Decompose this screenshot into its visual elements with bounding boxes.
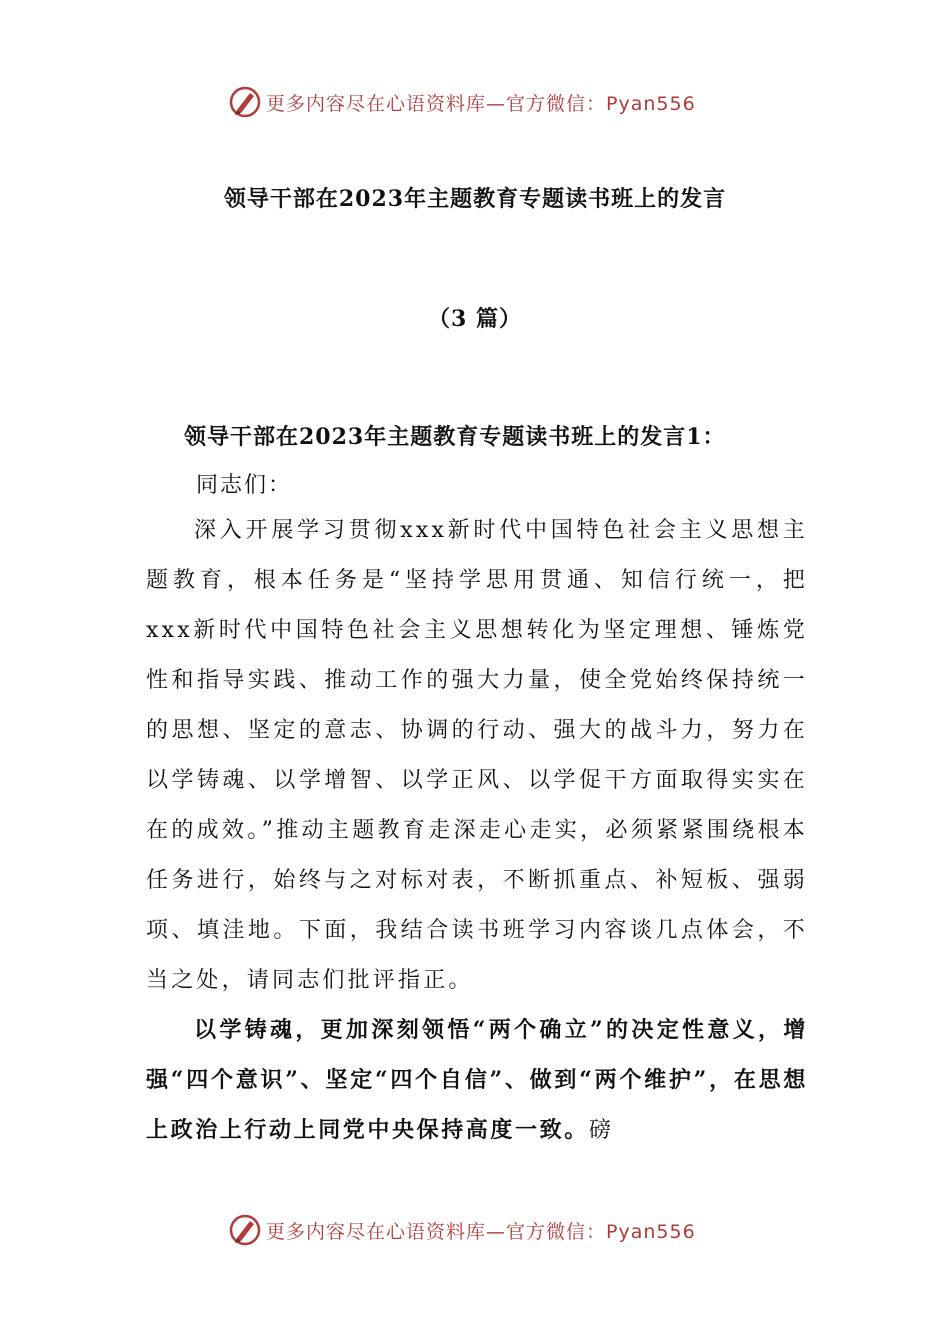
document-title: 领导干部在2023年主题教育专题读书班上的发言 xyxy=(223,186,727,212)
footer-banner xyxy=(228,1210,696,1250)
header-banner xyxy=(228,82,696,122)
paragraph-2 xyxy=(146,1005,808,1156)
pen-logo-icon xyxy=(228,1213,262,1247)
banner-text: 更多内容尽在心语资料库 xyxy=(266,1220,487,1243)
section-heading: 领导干部在2023年主题教育专题读书班上的发言1： xyxy=(184,424,726,450)
paragraph-2-tail: 磅 xyxy=(588,1118,614,1143)
greeting: 同志们： xyxy=(196,473,293,498)
paragraph-1: 深入开展学习贯彻xxx新时代中国特色社会主义思想主题教育，根本任务是“坚持学思用贯通、知信行统一，把xxx新时代中国特色社会主义思想转化为坚定理想、锤炼党性和指导实践、推动工作的强大力量，使全党始终保持统一的思想、坚定的意志、协调的行动、强大的战斗力，努力在以学铸魂、以学增智、以学正风、以学促干方面取得实实在在的成效。”推动主题教育走深走心走实，必须紧紧围绕根本任务进行，始终与之对标对表，不断抓重点、补短板、强弱项、填洼地。下面，我结合读书班学习内容谈几点体会，不当之处，请同志们批评指正。 xyxy=(146,518,808,993)
banner-separator: — xyxy=(486,1220,507,1243)
pen-logo-icon xyxy=(228,85,262,119)
banner-text: 更多内容尽在心语资料库 xyxy=(266,92,487,115)
banner-separator: — xyxy=(486,92,507,115)
banner-official: 官方微信：Pyan556 xyxy=(506,92,696,115)
banner-official: 官方微信：Pyan556 xyxy=(506,1220,696,1243)
document-count: （3 篇） xyxy=(428,306,522,332)
paragraph-2-bold: 以学铸魂，更加深刻领悟“两个确立”的决定性意义，增强“四个意识”、坚定“四个自信”、做到“两个维护”，在思想上政治上行动上同党中央保持高度一致。 xyxy=(146,1017,808,1143)
